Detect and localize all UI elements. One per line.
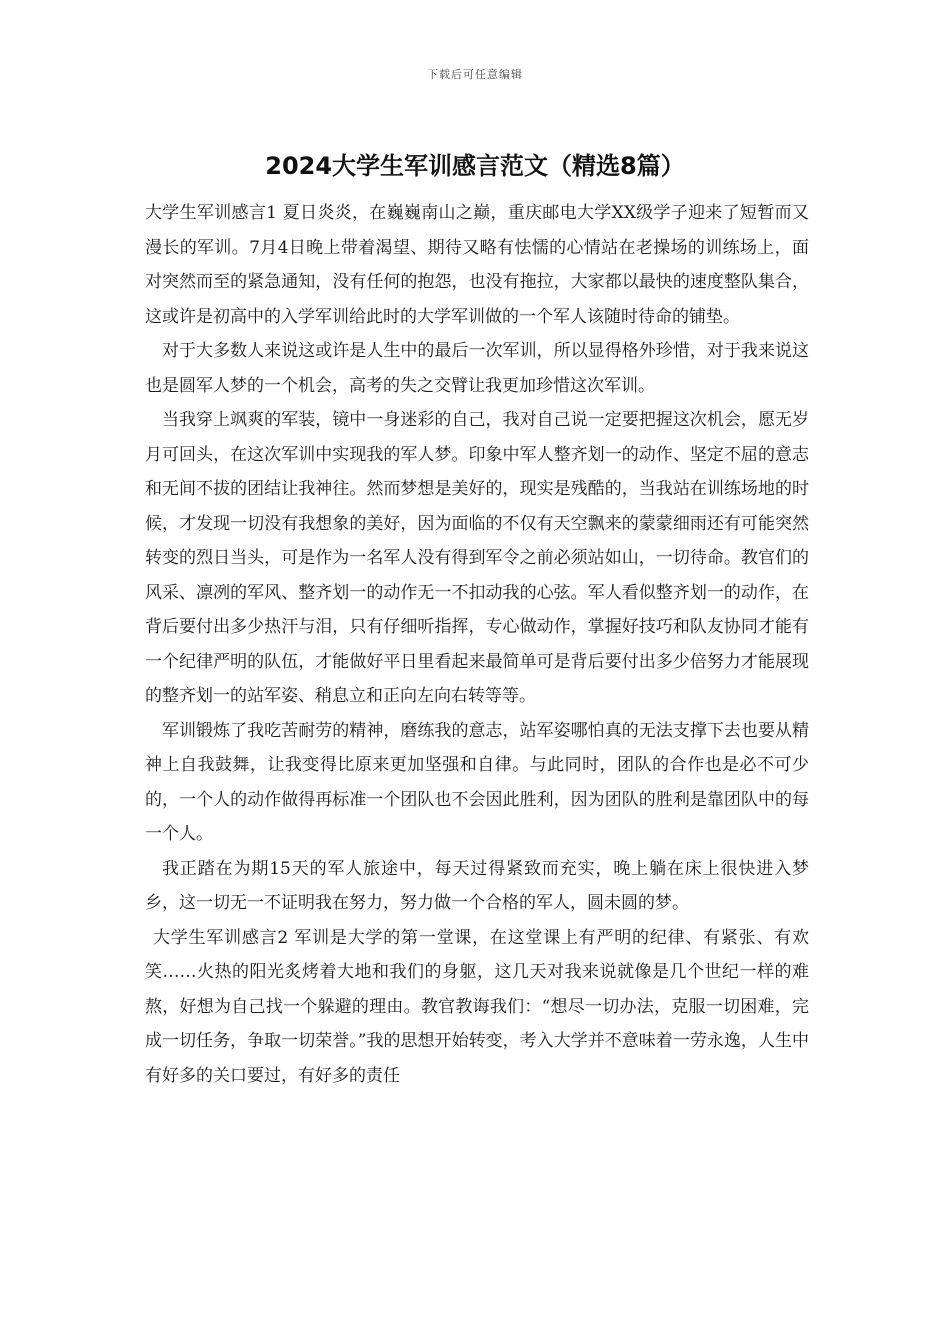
document-title: 2024大学生军训感言范文（精选8篇）	[265, 152, 685, 180]
paragraph-2: 对于大多数人来说这或许是人生中的最后一次军训，所以显得格外珍惜，对于我来说这也是圆军人梦的一个机会，高考的失之交臂让我更加珍惜这次军训。	[145, 341, 809, 396]
paragraph-6: 大学生军训感言2 军训是大学的第一堂课，在这堂课上有严明的纪律、有紧张、有欢笑……火热的阳光炙烤着大地和我们的身躯，这几天对我来说就像是几个世纪一样的难熬，好想为自己找一个躲避的理由。教官教诲我们：“想尽一切办法，克服一切困难，完成一切任务，争取一切荣誉。”我的思想开始转变，考入大学并不意味着一劳永逸，人生中有好多的关口要过，有好多的责任	[145, 927, 809, 1086]
paragraph-5: 我正踏在为期15天的军人旅途中，每天过得紧致而充实，晚上躺在床上很快进入梦乡，这一切无一不证明我在努力，努力做一个合格的军人，圆未圆的梦。	[145, 858, 809, 913]
paragraph-3: 当我穿上飒爽的军装，镜中一身迷彩的自己，我对自己说一定要把握这次机会，愿无岁月可回头，在这次军训中实现我的军人梦。印象中军人整齐划一的动作、坚定不屈的意志和无间不拔的团结让我神往。然而梦想是美好的，现实是残酷的，当我站在训练场地的时候，才发现一切没有我想象的美好，因为面临的不仅有天空飘来的蒙蒙细雨还有可能突然转变的烈日当头，可是作为一名军人没有得到军令之前必须站如山，一切待命。教官们的风采、凛冽的军风、整齐划一的动作无一不扣动我的心弦。军人看似整齐划一的动作，在背后要付出多少热汗与泪，只有仔细听指挥，专心做动作，掌握好技巧和队友协同才能有一个纪律严明的队伍，才能做好平日里看起来最简单可是背后要付出多少倍努力才能展现的整齐划一的站军姿、稍息立和正向左向右转等等。	[145, 410, 809, 706]
paragraph-4: 军训锻炼了我吃苦耐劳的精神，磨练我的意志，站军姿哪怕真的无法支撑下去也要从精神上自我鼓舞，让我变得比原来更加坚强和自律。与此同时，团队的合作也是必不可少的，一个人的动作做得再标准一个团队也不会因此胜利，因为团队的胜利是靠团队中的每一个人。	[145, 720, 809, 844]
document-body	[145, 196, 809, 1093]
header-note: 下载后可任意编辑	[427, 68, 523, 81]
paragraph-1: 大学生军训感言1 夏日炎炎，在巍巍南山之巅，重庆邮电大学XX级学子迎来了短暂而又漫长的军训。7月4日晚上带着渴望、期待又略有怯懦的心情站在老操场的训练场上，面对突然而至的紧急通知，没有任何的抱怨，也没有拖拉，大家都以最快的速度整队集合，这或许是初高中的入学军训给此时的大学军训做的一个军人该随时待命的铺垫。	[145, 203, 809, 327]
